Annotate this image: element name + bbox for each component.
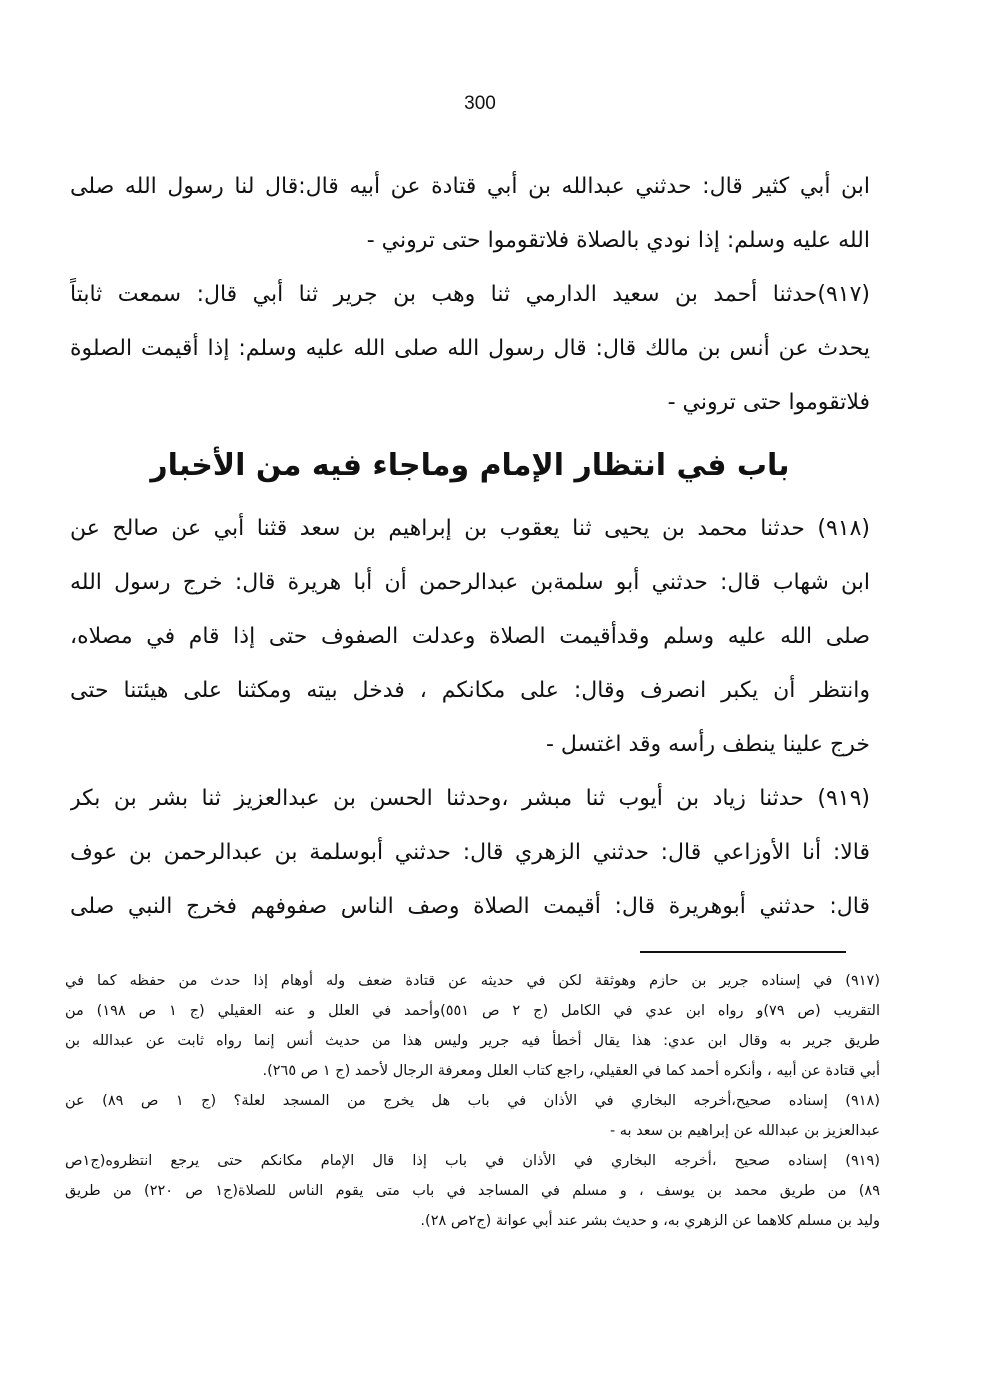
- body-line: خرج علينا ينطف رأسه وقد اغتسل -: [545, 732, 870, 757]
- main-text: [70, 160, 870, 934]
- chapter-heading: باب في انتظار الإمام وماجاء فيه من الأخبار: [150, 448, 790, 483]
- footnotes: [65, 966, 880, 1236]
- body-line: ابن شهاب قال: حدثني أبو سلمةبن عبدالرحمن أن أبا هريرة قال: خرج رسول الله: [70, 570, 870, 595]
- footnote-line: التقريب (ص ٧٩)و رواه ابن عدي في الكامل (ج ٢ ص ٥٥١)وأحمد في العلل و عنه العقيلي (ج ١ ص ١٩٨) من: [65, 1003, 880, 1019]
- footnote-line: طريق جرير به وقال ابن عدي: هذا يقال أخطأ فيه جرير وليس هذا من حديث أنس إنما رواه ثابت عن عبدالله بن: [65, 1033, 880, 1049]
- body-line: قال: حدثني أبوهريرة قال: أقيمت الصلاة وصف الناس صفوفهم فخرج النبي صلى: [70, 894, 870, 919]
- body-line: (٩١٨) حدثنا محمد بن يحيى ثنا يعقوب بن إبراهيم بن سعد قثنا أبي عن صالح عن: [70, 516, 870, 541]
- body-line: قالا: أنا الأوزاعي قال: حدثني الزهري قال: حدثني أبوسلمة بن عبدالرحمن بن عوف: [70, 840, 870, 865]
- body-line: وانتظر أن يكبر انصرف وقال: على مكانكم ، فدخل بيته ومكثنا على هيئتنا حتى: [70, 678, 870, 703]
- body-line: صلى الله عليه وسلم وقدأقيمت الصلاة وعدلت الصفوف حتى إذا قام في مصلاه،: [70, 624, 870, 649]
- body-line: (٩١٩) حدثنا زياد بن أيوب ثنا مبشر ،وحدثنا الحسن بن عبدالعزيز ثنا بشر بن بكر: [70, 786, 870, 811]
- footnote-line: ٨٩) من طريق محمد بن يوسف ، و مسلم في المساجد في باب متى يقوم الناس للصلاة(ج١ ص ٢٢٠) من طريق: [65, 1183, 880, 1199]
- body-line: يحدث عن أنس بن مالك قال: قال رسول الله صلى الله عليه وسلم: إذا أقيمت الصلوة: [70, 336, 870, 361]
- footnote-divider: [640, 951, 846, 953]
- page-number: 300: [464, 93, 496, 114]
- body-line: فلاتقوموا حتى تروني -: [667, 390, 870, 415]
- footnote-line: (٩١٩) إسناده صحيح ،أخرجه البخاري في الأذان في باب إذا قال الإمام مكانكم حتى يرجع انتظروه(ج١ص: [65, 1153, 880, 1169]
- body-line: الله عليه وسلم: إذا نودي بالصلاة فلاتقوموا حتى تروني -: [366, 228, 870, 253]
- footnote-line: (٩١٨) إسناده صحيح،أخرجه البخاري في الأذان في باب هل يخرج من المسجد لعلة؟ (ج ١ ص ٨٩) عن: [65, 1093, 880, 1109]
- body-line: (٩١٧)حدثنا أحمد بن سعيد الدارمي ثنا وهب بن جرير ثنا أبي قال: سمعت ثابتاً: [70, 282, 870, 307]
- footnote-line: وليد بن مسلم كلاهما عن الزهري به، و حديث بشر عند أبي عوانة (ج٢ص ٢٨).: [420, 1213, 880, 1229]
- body-line: ابن أبي كثير قال: حدثني عبدالله بن أبي قتادة عن أبيه قال:قال لنا رسول الله صلى: [70, 174, 870, 199]
- footnote-line: عبدالعزيز بن عبدالله عن إبراهيم بن سعد به -: [609, 1123, 880, 1139]
- footnote-line: (٩١٧) في إسناده جرير بن حازم وهوثقة لكن في حديثه عن قتادة ضعف وله أوهام إذا حدث من حفظه كما في: [65, 973, 880, 989]
- footnote-line: أبي قتادة عن أبيه ، وأنكره أحمد كما في العقيلي، راجع كتاب العلل ومعرفة الرجال لأحمد (ج ١ ص ٢٦٥).: [262, 1063, 880, 1079]
